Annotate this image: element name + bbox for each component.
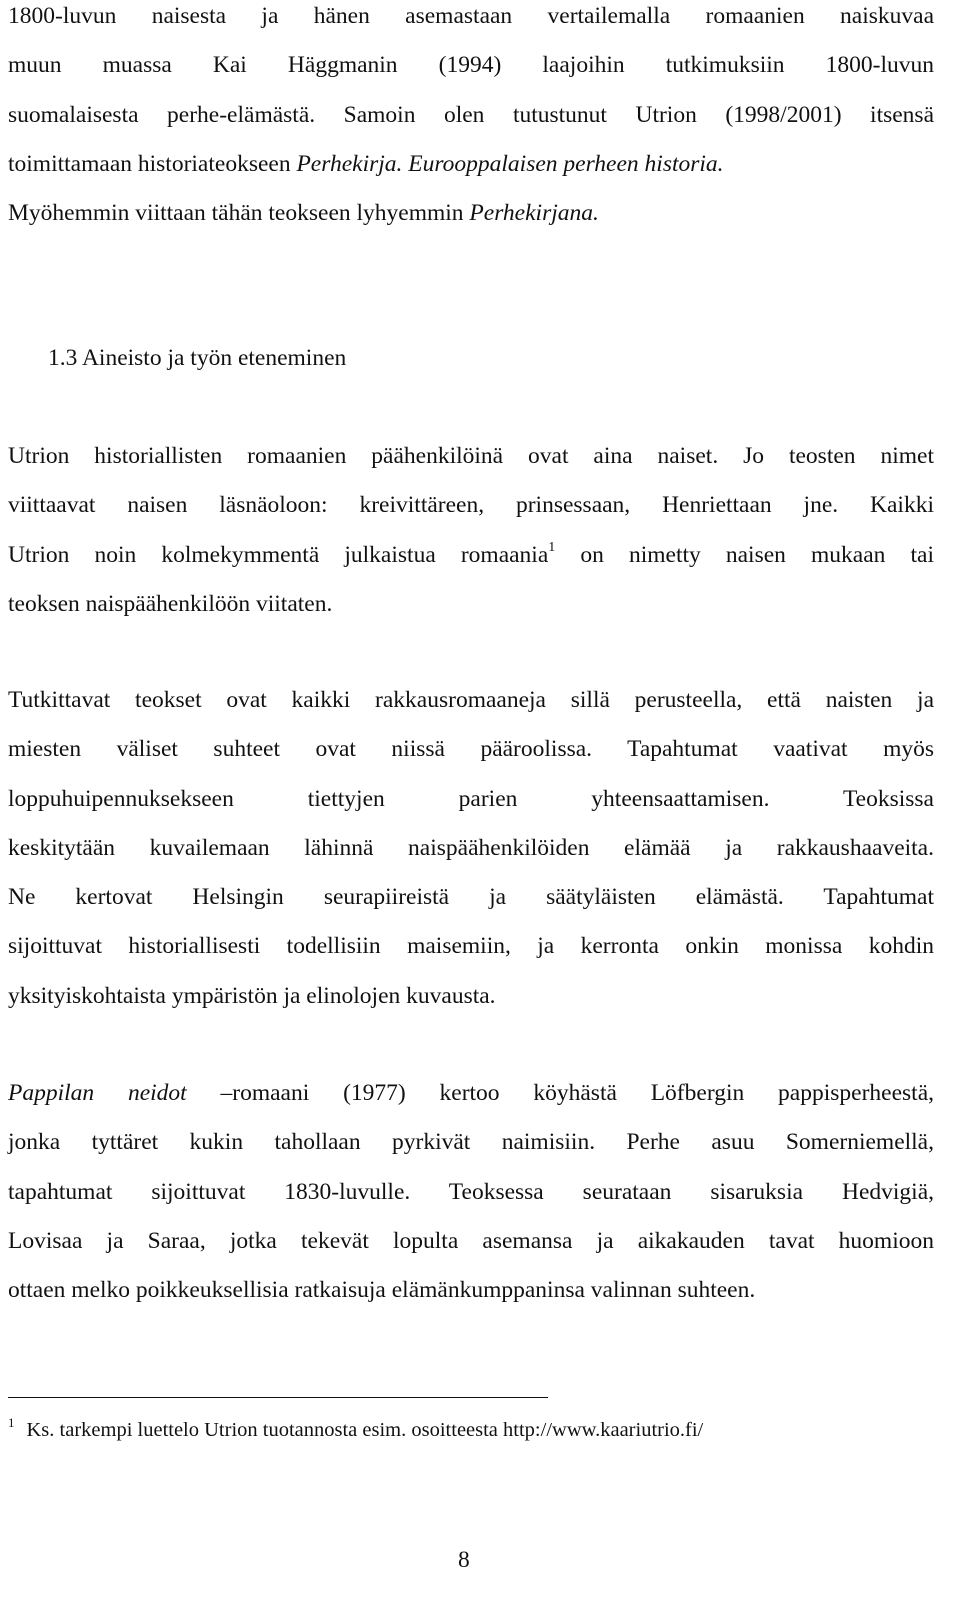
text-line: Ne kertovat Helsingin seurapiireistä ja säätyläisten elämästä. Tapahtumat xyxy=(8,884,934,911)
text-line: Tutkittavat teokset ovat kaikki rakkausromaaneja sillä perusteella, että naisten ja xyxy=(8,687,934,713)
text-span: Myöhemmin viittaan tähän teokseen lyhyemmin xyxy=(8,200,470,227)
text-line: yksityiskohtaista ympäristön ja elinolojen kuvausta. xyxy=(8,982,496,1009)
text-line xyxy=(8,140,934,189)
paragraph-material xyxy=(8,432,934,629)
footnote-text: Ks. tarkempi luettelo Utrion tuotannosta esim. osoitteesta http://www.kaariutrio.fi/ xyxy=(26,1419,704,1441)
page-number: 8 xyxy=(458,1547,470,1573)
paragraph-works xyxy=(8,676,934,1021)
text-span: on nimetty naisen mukaan tai xyxy=(555,541,934,568)
text-span: –romaani (1977) kertoo köyhästä Löfbergin pappisperheestä, xyxy=(186,1080,934,1106)
text-span: Utrion historiallisten romaanien päähenkilöinä ovat aina naiset. xyxy=(8,443,719,469)
section-heading: 1.3 Aineisto ja työn eteneminen xyxy=(48,345,347,371)
text-line: viittaavat naisen läsnäoloon: kreivittäreen, prinsessaan, Henriettaan jne. Kaikki xyxy=(8,492,934,519)
text-line: 1800-luvun naisesta ja hänen asemastaan vertailemalla romaanien naiskuvaa xyxy=(8,3,934,29)
footnote-divider xyxy=(8,1397,548,1398)
text-line: tapahtumat sijoittuvat 1830-luvulle. Teoksessa seurataan sisaruksia Hedvigiä, xyxy=(8,1178,934,1205)
text-line: ottaen melko poikkeuksellisia ratkaisuja elämänkumppaninsa valinnan suhteen. xyxy=(8,1277,756,1304)
footnote xyxy=(8,1413,703,1447)
text-line xyxy=(8,189,934,238)
book-title-italic: Perhekirjana. xyxy=(469,200,599,227)
text-line: teoksen naispäähenkilöön viitaten. xyxy=(8,590,333,617)
paragraph-pappilan-neidot xyxy=(8,1069,934,1315)
text-line xyxy=(8,432,934,481)
text-line: loppuhuipennuksekseen tiettyjen parien yhteensaattamisen. Teoksissa xyxy=(8,785,934,812)
footnote-reference[interactable]: 1 xyxy=(548,539,556,555)
text-line: keskitytään kuvailemaan lähinnä naispäähenkilöiden elämää ja rakkaushaaveita. xyxy=(8,834,934,861)
text-span: Utrion noin kolmekymmentä julkaistua romaania xyxy=(8,541,549,568)
text-line xyxy=(8,531,934,580)
footnote-marker: 1 xyxy=(8,1415,15,1430)
text-line xyxy=(8,1069,934,1118)
book-title-italic: Perhekirja. Eurooppalaisen perheen historia. xyxy=(296,150,724,177)
text-line: muun muassa Kai Häggmanin (1994) laajoihin tutkimuksiin 1800-luvun xyxy=(8,52,934,79)
text-line: sijoittuvat historiallisesti todellisiin maisemiin, ja kerronta onkin monissa kohdin xyxy=(8,933,934,960)
text-span: toimittamaan historiateokseen xyxy=(8,150,297,177)
text-line: jonka tyttäret kukin tahollaan pyrkivät naimisiin. Perhe asuu Somerniemellä, xyxy=(8,1129,934,1156)
text-line: suomalaisesta perhe-elämästä. Samoin olen tutustunut Utrion (1998/2001) itsensä xyxy=(8,101,934,128)
paragraph-intro xyxy=(8,0,934,238)
text-line: miesten väliset suhteet ovat niissä pääroolissa. Tapahtumat vaativat myös xyxy=(8,736,934,763)
book-title-italic: Pappilan neidot xyxy=(8,1080,187,1106)
text-span: Jo teosten nimet xyxy=(718,443,934,469)
text-line: Lovisaa ja Saraa, jotka tekevät lopulta asemansa ja aikakauden tavat huomioon xyxy=(8,1227,934,1254)
